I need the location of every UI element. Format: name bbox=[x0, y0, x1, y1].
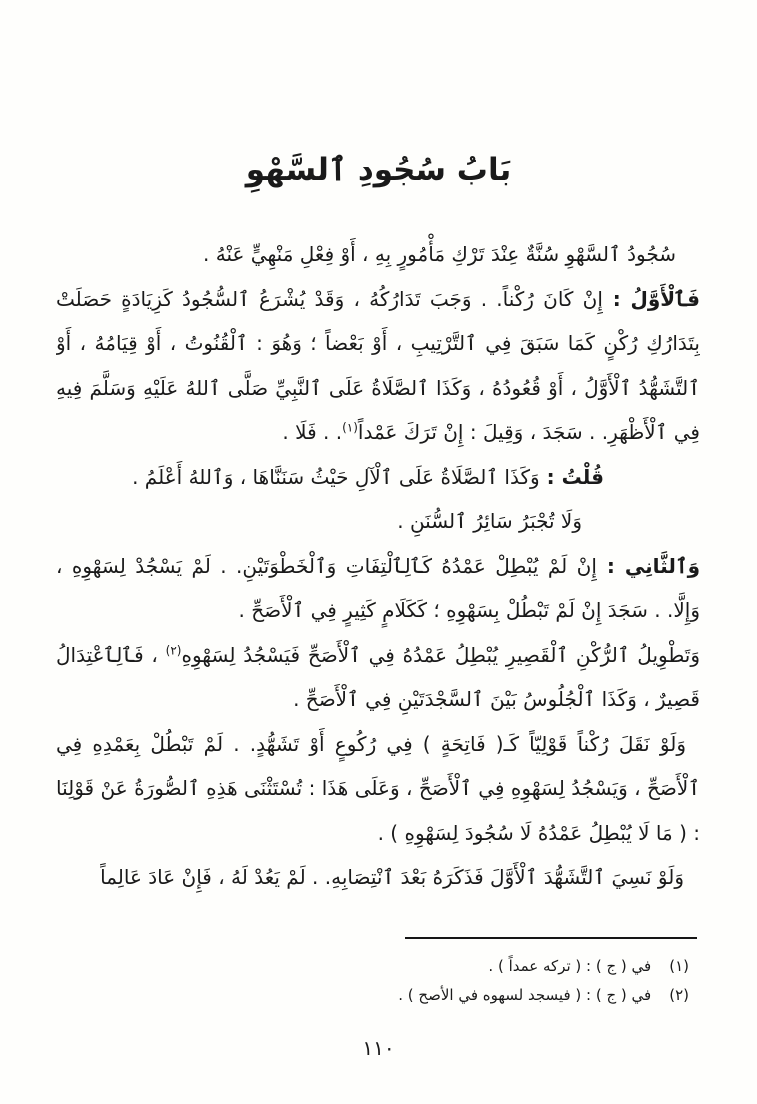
paragraph bbox=[56, 499, 700, 544]
footnote bbox=[269, 981, 689, 1010]
footnote bbox=[269, 952, 689, 981]
chapter-title: بَابُ سُجُودِ ٱلسَّهْوِ bbox=[245, 152, 512, 188]
bold-lead-word: وَٱلثَّانِي : bbox=[596, 553, 700, 578]
body-text: وَلَا تُجْبَرُ سَائِرُ ٱلسُّنَنِ . bbox=[397, 509, 582, 533]
footnote-text: في ( ج ) : ( تركه عمداً ) . bbox=[488, 957, 652, 975]
body-text: وَلَوْ نَسِيَ ٱلتَّشَهُّدَ ٱلْأَوَّلَ فَذَكَرَهُ بَعْدَ ٱنْتِصَابِهِ. . لَمْ يَعُدْ لَهُ ، فَإِنْ عَادَ عَالِماً bbox=[100, 865, 684, 889]
footnote-separator-rule bbox=[405, 937, 697, 939]
body-text: وَلَوْ نَقَلَ رُكْناً قَوْلِيّاً كَـ( فَاتِحَةٍ ) فِي رُكُوعٍ أَوْ تَشَهُّدٍ. . لَمْ تَبْطُلْ بِعَمْدِهِ فِي ٱلْأَصَحِّ ، وَيَسْجُدُ لِسَهْوِهِ فِي ٱلْأَصَحِّ ، وَعَلَى هَذَا : تُسْتَثْنَى هَذِهِ ٱلصُّورَةُ عَنْ قَوْلِنَا : ( مَا لَا يُبْطِلُ عَمْدُهُ لَا سُجُودَ لِسَهْوِهِ ) . bbox=[56, 731, 700, 845]
body-text: إِنْ كَانَ رُكْناً. . وَجَبَ تَدَارُكُهُ ، وَقَدْ يُشْرَعُ ٱلسُّجُودُ كَزِيَادَةٍ حَصَلَتْ بِتَدَارُكِ رُكْنٍ كَمَا سَبَقَ فِي ٱلتَّرْتِيبِ ، أَوْ بَعْضاً ؛ وَهُوَ : ٱلْقُنُوتُ ، أَوْ قِيَامُهُ ، أَوْ ٱلتَّشَهُّدُ ٱلْأَوَّلُ ، أَوْ قُعُودُهُ ، وَكَذَا ٱلصَّلَاةُ عَلَى ٱلنَّبِيِّ صَلَّى ٱللهُ عَلَيْهِ وَسَلَّمَ فِيهِ فِي ٱلْأَظْهَرِ. . سَجَدَ ، وَقِيلَ : إِنْ تَرَكَ عَمْداً bbox=[56, 286, 700, 444]
footnote-reference: (٢) bbox=[165, 642, 182, 657]
body-text: وَكَذَا ٱلصَّلَاةُ عَلَى ٱلْآلِ حَيْثُ سَنَنَّاهَا ، وَٱللهُ أَعْلَمُ . bbox=[132, 464, 540, 489]
body-text: . . فَلَا . bbox=[282, 420, 343, 444]
body-text: ، فَٱلِٱعْتِدَالُ قَصِيرٌ ، وَكَذَا ٱلْجُلُوسُ بَيْنَ ٱلسَّجْدَتَيْنِ فِي ٱلْأَصَحِّ . bbox=[56, 642, 700, 711]
body-text: إِنْ لَمْ يُبْطِلْ عَمْدُهُ كَٱلِٱلْتِفَاتِ وَٱلْخَطْوَتَيْنِ. . لَمْ يَسْجُدْ لِسَهْوِهِ ، وَإِلَّا. . سَجَدَ إِنْ لَمْ تَبْطُلْ بِسَهْوِهِ ؛ كَكَلَامٍ كَثِيرٍ فِي ٱلْأَصَحِّ . bbox=[56, 553, 700, 622]
paragraph bbox=[56, 855, 700, 900]
body-text-block bbox=[56, 232, 700, 932]
footnotes-block bbox=[269, 952, 689, 1010]
body-text: سُجُودُ ٱلسَّهْوِ سُنَّةٌ عِنْدَ تَرْكِ مَأْمُورٍ بِهِ ، أَوْ فِعْلِ مَنْهِيٍّ عَنْهُ . bbox=[203, 242, 676, 266]
paragraph bbox=[56, 722, 700, 856]
footnote-reference: (١) bbox=[342, 420, 358, 435]
bold-lead-word: فَٱلْأَوَّلُ : bbox=[602, 286, 700, 311]
footnote-number: (٢) bbox=[669, 986, 689, 1004]
paragraph bbox=[56, 277, 700, 455]
bold-lead-word: قُلْتُ : bbox=[539, 464, 604, 489]
page-number: ١١٠ bbox=[362, 1036, 395, 1060]
paragraph bbox=[56, 633, 700, 722]
footnote-text: في ( ج ) : ( فيسجد لسهوه في الأصح ) . bbox=[398, 986, 652, 1004]
paragraph bbox=[56, 455, 700, 500]
footnote-number: (١) bbox=[669, 957, 689, 975]
paragraph bbox=[56, 232, 700, 277]
body-text: وَتَطْوِيلُ ٱلرُّكْنِ ٱلْقَصِيرِ يُبْطِلُ عَمْدُهُ فِي ٱلْأَصَحِّ فَيَسْجُدُ لِسَهْوِهِ bbox=[181, 642, 700, 667]
paragraph bbox=[56, 544, 700, 633]
